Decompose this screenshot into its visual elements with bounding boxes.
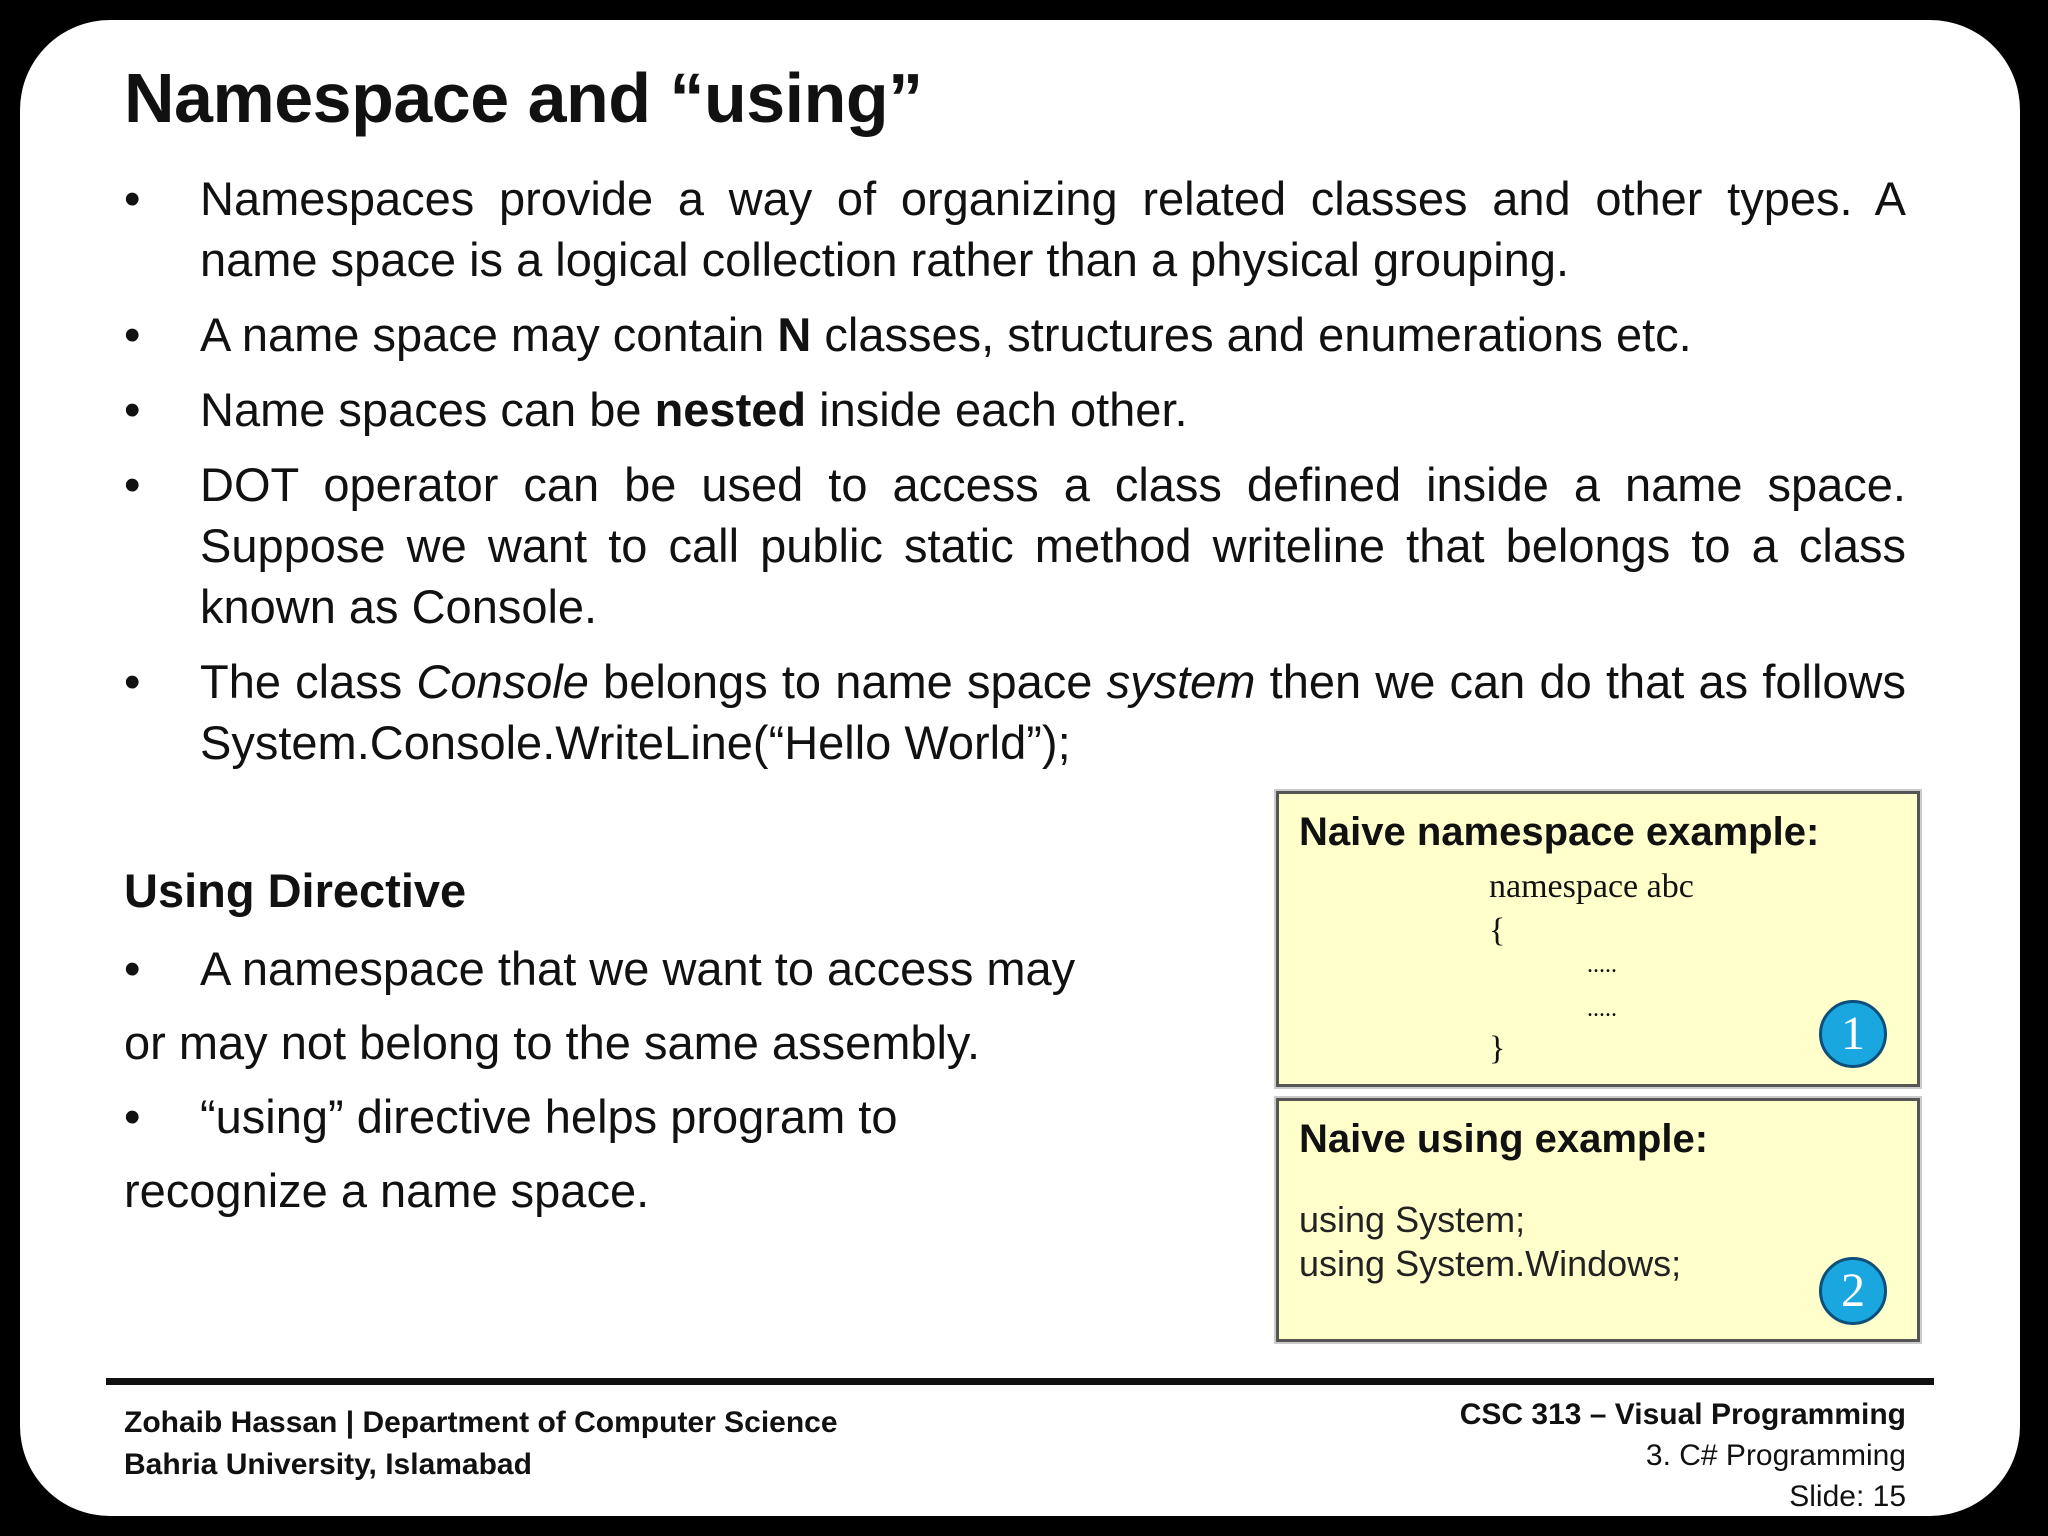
- bullet-text: N: [777, 308, 812, 361]
- box-title: Naive namespace example:: [1299, 810, 1820, 854]
- bullet-list: [124, 168, 1906, 787]
- code-line: using System.Windows;: [1299, 1243, 1682, 1284]
- footer-author: Zohaib Hassan | Department of Computer Science: [124, 1406, 838, 1439]
- bullet-text: belongs to name space: [588, 655, 1107, 708]
- bullet-text: inside each other.: [806, 383, 1188, 436]
- footer-topic: 3. C# Programming: [1645, 1439, 1906, 1472]
- using-bullet-1-cont: or may not belong to the same assembly.: [124, 1016, 981, 1069]
- bullet-icon: •: [124, 942, 141, 995]
- footer-divider: [106, 1378, 1934, 1385]
- footer-slide-number: Slide: 15: [1789, 1480, 1906, 1513]
- bullet-item: [124, 379, 1906, 440]
- code-line: }: [1489, 1030, 1506, 1067]
- code-line: namespace abc: [1489, 868, 1694, 905]
- footer-left: [124, 1402, 838, 1486]
- code-line: .....: [1587, 996, 1617, 1022]
- using-bullet-1: • A namespace that we want to access may: [124, 932, 1234, 1006]
- code-line: .....: [1587, 952, 1617, 978]
- bullet-text: A name space may contain: [200, 308, 778, 361]
- using-bullet-2: • “using” directive helps program to: [124, 1080, 1234, 1154]
- bullet-text: Console: [416, 655, 589, 708]
- bullet-text: classes, structures and enumerations etc.: [811, 308, 1692, 361]
- footer-course: CSC 313 – Visual Programming: [1459, 1398, 1906, 1431]
- using-bullet-2-cont: recognize a name space.: [124, 1164, 650, 1217]
- bullet-item: [124, 651, 1906, 773]
- bullet-text: The class: [200, 655, 417, 708]
- code-line: using System;: [1299, 1199, 1526, 1240]
- bullet-text: DOT operator can be used to access a class defined inside a name space. Suppose we want to call public static method writeline that belongs to a class known as Console.: [200, 458, 1906, 633]
- using-example-box: [1276, 1098, 1920, 1342]
- footer-right: [1460, 1394, 1906, 1517]
- bullet-item: [124, 304, 1906, 365]
- bullet-text: nested: [654, 383, 807, 436]
- slide-title: Namespace and “using”: [124, 59, 923, 137]
- bullet-text: system: [1106, 655, 1256, 708]
- number-badge-icon: 2: [1819, 1257, 1887, 1325]
- namespace-example-box: [1276, 791, 1920, 1087]
- footer-university: Bahria University, Islamabad: [124, 1448, 532, 1481]
- bullet-item: [124, 168, 1906, 290]
- using-directive-section: [124, 860, 1234, 1228]
- number-badge-icon: 1: [1819, 1000, 1887, 1068]
- code-line: {: [1489, 912, 1506, 949]
- bullet-item: [124, 454, 1906, 637]
- section-heading: Using Directive: [124, 864, 467, 917]
- bullet-icon: •: [124, 1090, 141, 1143]
- bullet-text: Namespaces provide a way of organizing related classes and other types. A name space is a logical collection rather than a physical grouping.: [200, 172, 1906, 286]
- box-title: Naive using example:: [1299, 1117, 1709, 1161]
- bullet-text: Name spaces can be: [200, 383, 655, 436]
- bullet-text: then we can do that as follows System.Console.WriteLine(“Hello World”);: [200, 655, 1906, 769]
